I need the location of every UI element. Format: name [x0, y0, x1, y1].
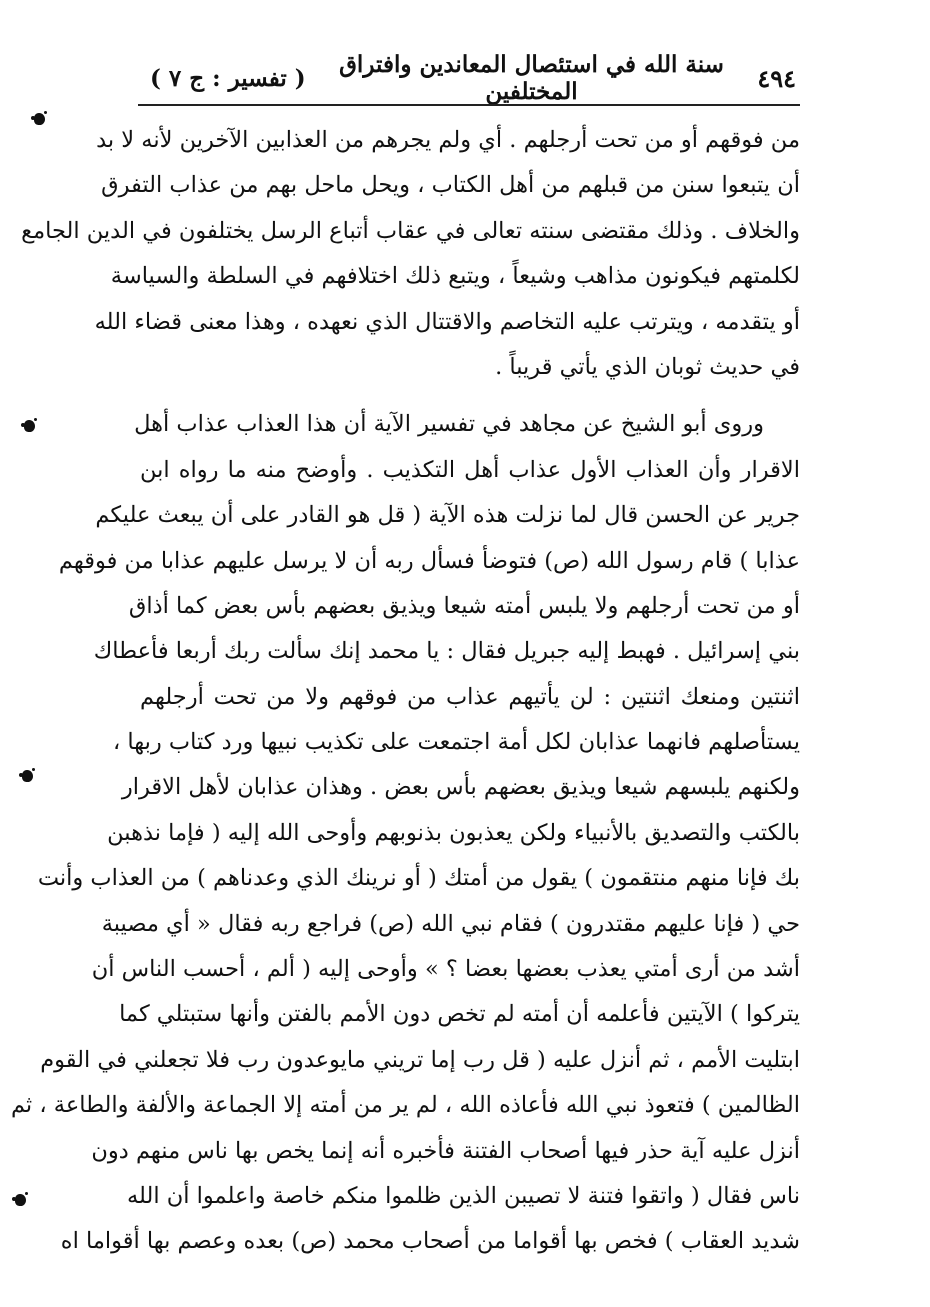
- text-line: الاقرار وأن العذاب الأول عذاب أهل التكذيب . وأوضح منه ما رواه ابن: [140, 456, 800, 483]
- paragraph: [21, 118, 800, 390]
- text-line: أنزل عليه آية حذر فيها أصحاب الفتنة فأخبره أنه إنما يخص بها ناس منهم دون: [91, 1137, 800, 1164]
- text-line: جرير عن الحسن قال لما نزلت هذه الآية ( قل هو القادر على أن يبعث عليكم: [95, 502, 800, 529]
- text-line: أشد من أرى أمتي يعذب بعضها بعضا ؟ » وأوحى إليه ( ألم ، أحسب الناس أن: [91, 956, 800, 983]
- text-line: لكلمتهم فيكونون مذاهب وشيعاً ، ويتبع ذلك اختلافهم في السلطة والسياسة: [110, 263, 800, 290]
- text-line: حي ( فإنا عليهم مقتدرون ) فقام نبي الله (ص) فراجع ربه فقال « أي مصيبة: [101, 910, 800, 937]
- scan-speck: [34, 113, 45, 125]
- text-line: ابتليت الأمم ، ثم أنزل عليه ( قل رب إما تريني مايوعدون رب فلا تجعلني في القوم: [40, 1046, 800, 1073]
- text-line: أو من تحت أرجلهم ولا يلبس أمته شيعا ويذيق بعضهم بأس بعض كما أذاق: [128, 592, 800, 619]
- scan-speck: [24, 420, 35, 432]
- scan-speck: [22, 770, 33, 782]
- scan-speck: [15, 1194, 26, 1206]
- text-line: بالكتب والتصديق بالأنبياء ولكن يعذبون بذنوبهم وأوحى الله إليه ( فإما نذهبن: [107, 819, 800, 846]
- text-line: الظالمين ) فتعوذ نبي الله فأعاذه الله ، لم ير من أمته إلا الجماعة والألفة والطاعة ، ثم: [10, 1092, 800, 1119]
- text-line: والخلاف . وذلك مقتضى سنته تعالى في عقاب أتباع الرسل يختلفون في الدين الجامع: [21, 217, 800, 244]
- running-title: سنة الله في استئصال المعاندين وافتراق المختلفين: [339, 51, 724, 105]
- text-line: يتركوا ) الآيتين فأعلمه أن أمته لم تخص دون الأمم بالفتن وأنها ستبتلي كما: [119, 1001, 800, 1028]
- paragraph-gap: [140, 390, 800, 402]
- page-number: ٤٩٤: [757, 63, 796, 93]
- text-line: في حديث ثوبان الذي يأتي قريباً .: [495, 353, 800, 380]
- text-line: ولكنهم يلبسهم شيعا ويذيق بعضهم بأس بعض . وهذان عذابان لأهل الاقرار: [121, 774, 800, 801]
- paragraph: [10, 402, 800, 1264]
- text-line: اثنتين ومنعك اثنتين : لن يأتيهم عذاب من فوقهم ولا من تحت أرجلهم: [140, 683, 800, 710]
- body-text: [10, 118, 800, 1265]
- text-line: شديد العقاب ) فخص بها أقواما من أصحاب محمد (ص) بعده وعصم بها أقواما اه: [60, 1228, 800, 1255]
- text-line: بك فإنا منهم منتقمون ) يقول من أمتك ( أو نرينك الذي وعدناهم ) من العذاب وأنت: [37, 865, 800, 892]
- text-line: أو يتقدمه ، ويترتب عليه التخاصم والاقتتال الذي نعهده ، وهذا معنى قضاء الله: [94, 308, 800, 335]
- page-header: [150, 51, 796, 105]
- header-rule: [138, 104, 800, 106]
- text-line: بني إسرائيل . فهبط إليه جبريل فقال : يا محمد إنك سألت ربك أربعا فأعطاك: [93, 638, 800, 665]
- text-line: وروى أبو الشيخ عن مجاهد في تفسير الآية أن هذا العذاب عذاب أهل: [134, 411, 764, 438]
- text-line: يستأصلهم فانهما عذابان لكل أمة اجتمعت على تكذيب نبيها ورد كتاب ربها ،: [113, 729, 800, 756]
- text-line: عذابا ) قام رسول الله (ص) فتوضأ فسأل ربه أن لا يرسل عليهم عذابا من فوقهم: [58, 547, 800, 574]
- text-line: ناس فقال ( واتقوا فتنة لا تصيبن الذين ظلموا منكم خاصة واعلموا أن الله: [126, 1182, 800, 1209]
- text-line: أن يتبعوا سنن من قبلهم من أهل الكتاب ، ويحل ماحل بهم من عذاب التفرق: [101, 172, 800, 199]
- text-line: من فوقهم أو من تحت أرجلهم . أي ولم يجرهم من العذابين الآخرين لأنه لا بد: [96, 127, 800, 153]
- volume-label: ( تفسير : ج ٧ ): [150, 64, 306, 92]
